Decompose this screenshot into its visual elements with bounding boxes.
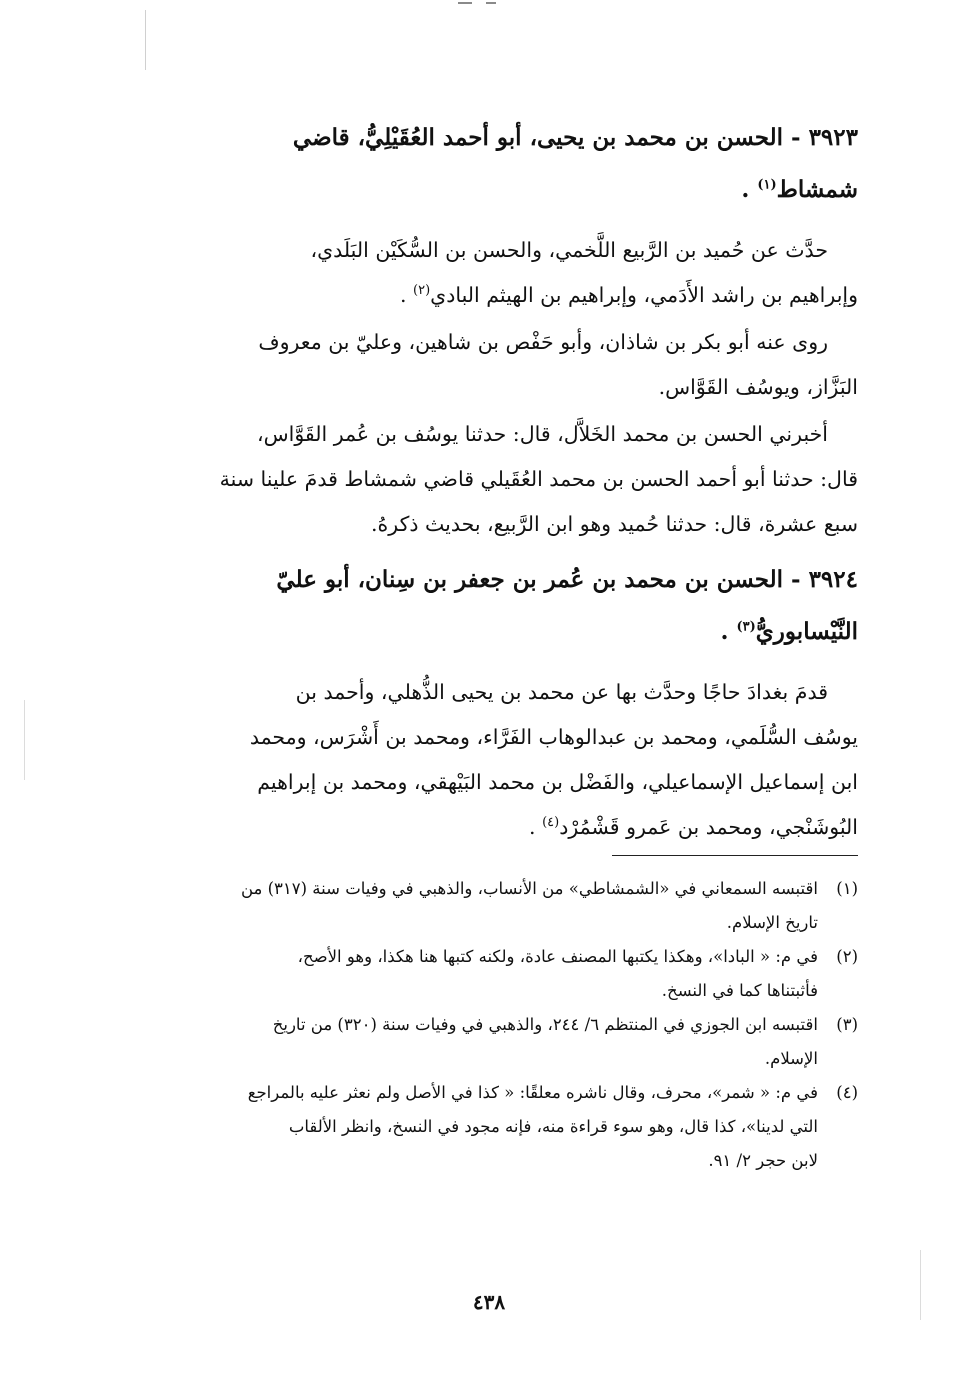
text-line: قدمَ بغدادَ حاجًا وحدَّث بها عن محمد بن يحيى الذُّهلي، وأحمد بن [295,680,828,704]
footnote-text: لابن حجر ٢/ ٩١. [708,1151,818,1170]
text-line: حدَّث عن حُميد بن الرَّبيع اللَّخمي، والحسن بن السُّكَيْن البَلَدي، [310,238,828,262]
footnote-4 [138,1076,858,1178]
entry-3923 [138,112,858,547]
page-number: ٤٣٨ [472,1290,506,1314]
footnote-mark: (٤) [836,1083,858,1102]
footnote-text: اقتبسه السمعاني في «الشمشاطي» من الأنساب، والذهبي في وفيات سنة (٣١٧) من [240,879,818,898]
paragraph: حدَّث عن حُميد بن الرَّبيع اللَّخمي، والحسن بن السُّكَيْن البَلَدي، وإبراهيم بن راشد الأَدَمي، وإبراهيم بن الهيثم البادي$^{(٢)}$ . [138,228,858,318]
footnote-ref: (٢) [413,283,431,299]
footnote-mark: (١) [836,879,858,898]
text-line: قال: حدثنا أبو أحمد الحسن بن محمد العُقَيلي قاضي شمشاط قدمَ علينا سنة [219,467,858,491]
text-line: البُوشَنْجي، ومحمد بن عَمرو قَشْمُرْد [559,815,858,839]
footnote-1 [138,872,858,940]
entry-heading-line1: - الحسن بن محمد بن عُمر بن جعفر بن سِنان، أبو عليّ [276,566,809,593]
paragraph [138,320,858,410]
entry-3924 [138,554,858,850]
footnote-text: تاريخ الإسلام. [726,913,818,932]
entry-heading: ٣٩٢٣ - الحسن بن محمد بن يحيى، أبو أحمد العُقَيْلِيُّ، قاضي شمشاط$^{(١)}$ . [292,124,858,203]
footnote-mark: (٣) [836,1015,858,1034]
footnote-text: التي لدينا»، كذا قال، وهو سوء قراءة منه، فإنه مجود في النسخ، وانظر الألقاب [288,1117,818,1136]
paragraph: قدمَ بغدادَ حاجًا وحدَّث بها عن محمد بن يحيى الذُّهلي، وأحمد بن يوسُف السُّلَمي، ومحمد بن عبدالوهاب الفَرَّاء، ومحمد بن أَشْرَس، ومحمد ابن إسماعيل الإسماعيلي، والفَضْل بن محمد البَيْهقي، ومحمد بن إبراهيم البُوشَنْجي، ومحمد بن عَمرو قَشْمُرْد$^{(٤)}$ . [138,670,858,850]
footnote-text: اقتبسه ابن الجوزي في المنتظم ٦/ ٢٤٤، والذهبي في وفيات سنة (٣٢٠) من تاريخ [272,1015,818,1034]
footnote-ref: (٤) [542,815,560,831]
footnote-text: في م: « شمر»، محرف، وقال ناشره معلقًا: « كذا في الأصل ولم نعثر عليه بالمراجع [247,1083,818,1102]
footnote-3 [138,1008,858,1076]
text-line: روى عنه أبو بكر بن شاذان، وأبو حَفْص بن شاهين، وعليّ بن معروف [258,330,828,354]
footnote-text: في م: « البادا»، وهكذا يكتبها المصنف عادة، ولكنه كتبها هنا هكذا، وهو الأصح، [297,947,818,966]
scan-speck [486,2,496,4]
entry-heading: ٣٩٢٤ - الحسن بن محمد بن عُمر بن جعفر بن سِنان، أبو عليّ النَّيْسابوريُّ$^{(٣)}$ . [276,566,858,645]
footnote-text: الإسلام. [764,1049,818,1068]
text-line: ابن إسماعيل الإسماعيلي، والفَضْل بن محمد البَيْهقي، ومحمد بن إبراهيم [257,770,858,794]
scan-speck [24,700,25,780]
entry-heading-line2: النَّيْسابوريُّ [755,618,858,645]
entry-heading-line1: - الحسن بن محمد بن يحيى، أبو أحمد العُقَيْلِيُّ، قاضي [292,124,809,151]
footnote-ref: (١) [757,177,777,193]
text-line: وإبراهيم بن راشد الأَدَمي، وإبراهيم بن الهيثم البادي [430,283,858,307]
entry-number: ٣٩٢٤ [808,566,858,593]
scan-speck [145,10,146,70]
footnote-mark: (٢) [836,947,858,966]
entry-number: ٣٩٢٣ [808,124,858,151]
footnote-text: فأثبتناها كما في النسخ. [661,981,818,1000]
text-line: سبع عشرة، قال: حدثنا حُميد وهو ابن الرَّبيع، بحديث ذكرهُ. [371,512,858,536]
footnote-2 [138,940,858,1008]
footnote-ref: (٣) [736,619,756,635]
entry-heading-line2: شمشاط [776,176,858,203]
text-line: أخبرني الحسن بن محمد الخَلاَّل، قال: حدثنا يوسُف بن عُمر القَوَّاس، [257,422,828,446]
text-line: البَزَّاز، ويوسُف القَوَّاس. [658,375,858,399]
paragraph [138,412,858,547]
footnotes [138,872,858,1178]
scan-speck [458,2,472,4]
footnote-separator [612,855,858,856]
text-line: يوسُف السُّلَمي، ومحمد بن عبدالوهاب الفَرَّاء، ومحمد بن أَشْرَس، ومحمد [249,725,858,749]
